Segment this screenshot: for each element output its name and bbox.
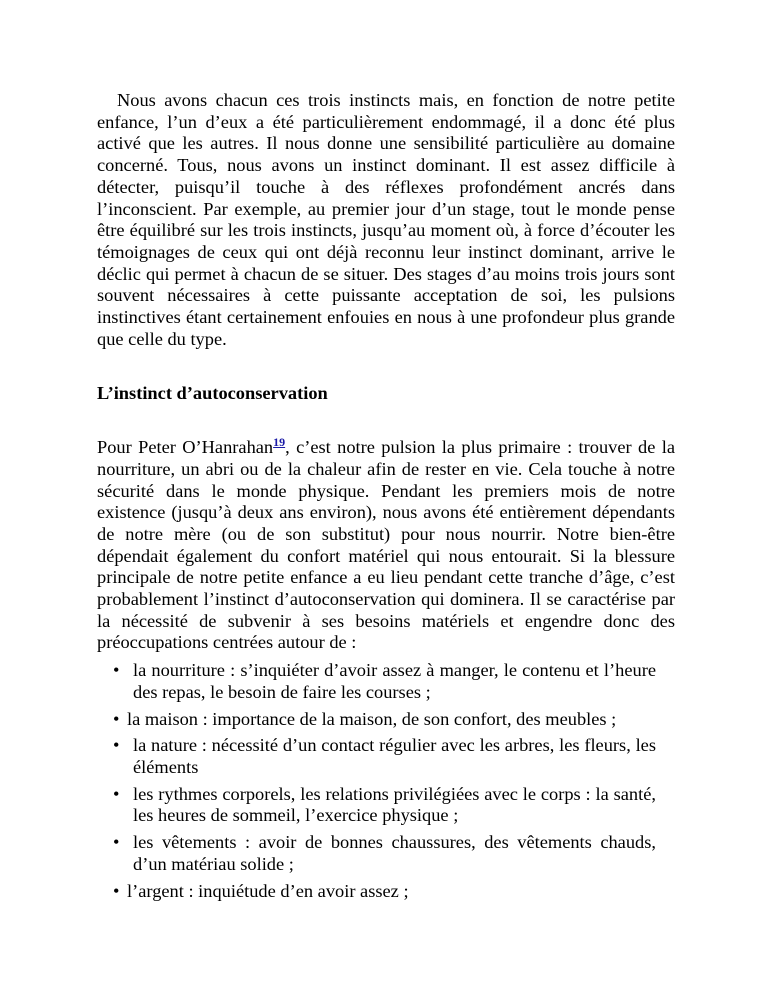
bullet-icon: • <box>113 783 120 804</box>
list-item <box>113 881 650 903</box>
section-paragraph-rest: , c’est notre pulsion la plus primaire : trouver de la nourriture, un abri ou de la chaleur afin de rester en vie. Cela touche à notre sécurité dans le monde physique. Pendant les premiers mois de notre existence (jusqu’à deux ans environ), nous avons été entièrement dépendants de notre mère (ou de son substitut) pour nous nourrir. Notre bien-être dépendait également du confort matériel qui nous entourait. Si la blessure principale de notre petite enfance a eu lieu pendant cette tranche d’âge, c’est probablement l’instinct d’autoconservation qui dominera. Il se caractérise par la nécessité de subvenir à ses besoins matériels et engendre donc des préoccupations centrées autour de : <box>97 437 675 653</box>
section-paragraph <box>97 437 675 654</box>
list-item <box>113 660 656 703</box>
bullet-icon: • <box>113 880 120 901</box>
document-page <box>97 90 675 907</box>
list-item <box>113 735 656 778</box>
list-item-text: les rythmes corporels, les relations privilégiées avec le corps : la santé, les heures de sommeil, l’exercice physique ; <box>133 783 656 826</box>
list-item <box>113 784 656 827</box>
list-item-text: la maison : importance de la maison, de son confort, des meubles ; <box>127 708 617 729</box>
bullet-icon: • <box>113 832 120 853</box>
list-item-text: les vêtements : avoir de bonnes chaussures, des vêtements chauds, d’un matériau solide ; <box>133 832 656 874</box>
list-item <box>113 709 650 731</box>
bullet-icon: • <box>113 660 120 681</box>
section-heading: L’instinct d’autoconservation <box>97 383 328 404</box>
list-item-text: la nourriture : s’inquiéter d’avoir assez à manger, le contenu et l’heure des repas, le besoin de faire les courses ; <box>133 660 656 702</box>
bullet-icon: • <box>113 735 120 756</box>
preoccupations-list <box>97 660 675 902</box>
bullet-icon: • <box>113 708 120 729</box>
list-item <box>113 832 656 875</box>
section-paragraph-start: Pour Peter O’Hanrahan <box>97 437 274 458</box>
intro-paragraph: Nous avons chacun ces trois instincts mais, en fonction de notre petite enfance, l’un d’eux a été particulièrement endommagé, il a donc été plus activé que les autres. Il nous donne une sensibilité particulière au domaine concerné. Tous, nous avons un instinct dominant. Il est assez difficile à détecter, puisqu’il touche à des réflexes profondément ancrés dans l’inconscient. Par exemple, au premier jour d’un stage, tout le monde pense être équilibré sur les trois instincts, jusqu’au moment où, à force d’écouter les témoignages de ceux qui ont déjà reconnu leur instinct dominant, arrive le déclic qui permet à chacun de se situer. Des stages d’au moins trois jours sont souvent nécessaires à cette puissante acceptation de soi, les pulsions instinctives étant certainement enfouies en nous à une profondeur plus grande que celle du type. <box>97 90 675 349</box>
footnote-link[interactable]: 19 <box>273 435 286 450</box>
list-item-text: la nature : nécessité d’un contact régulier avec les arbres, les fleurs, les éléments <box>133 735 656 777</box>
list-item-text: l’argent : inquiétude d’en avoir assez ; <box>127 880 409 901</box>
